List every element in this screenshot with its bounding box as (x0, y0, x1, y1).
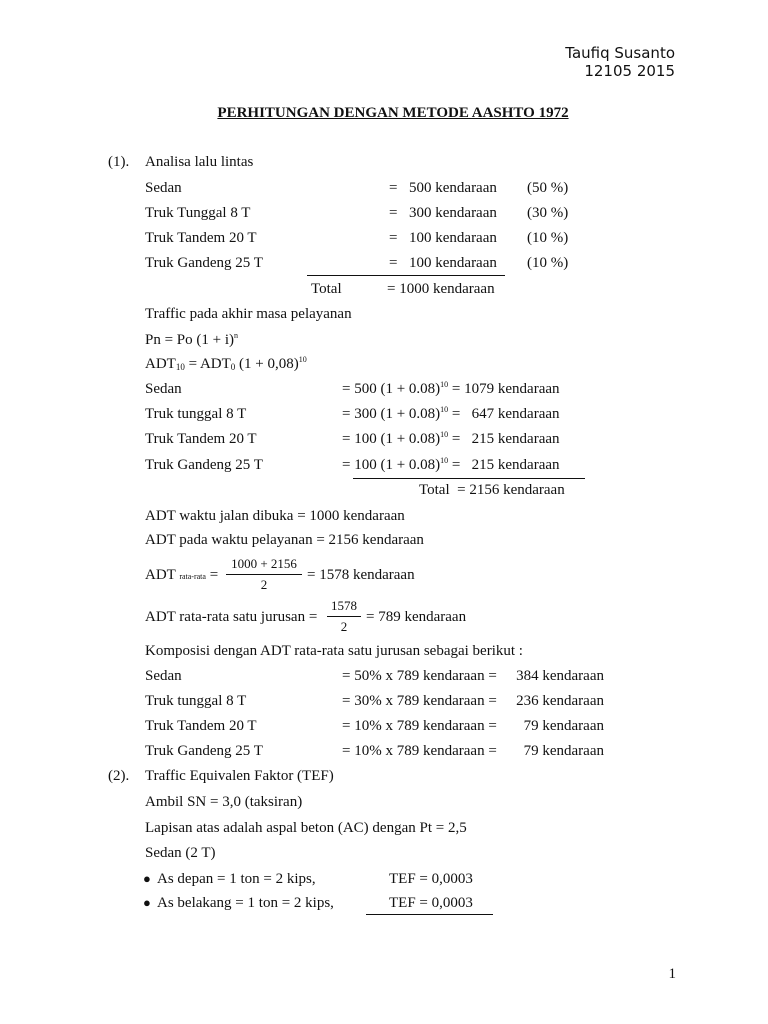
vehicle-name: Sedan (145, 180, 182, 196)
vehicle-name: Sedan (145, 668, 182, 684)
section-2-number: (2). (108, 768, 130, 784)
composition-result: 236 kendaraan (516, 693, 604, 709)
vehicle-count: 100 kendaraan (409, 230, 497, 246)
vehicle-percent: (50 %) (527, 180, 569, 196)
axle-description: As belakang = 1 ton = 2 kips, (157, 895, 334, 911)
tef-value: TEF = 0,0003 (389, 871, 473, 887)
composition-heading: Komposisi dengan ADT rata-rata satu jurusan sebagai berikut : (145, 643, 523, 659)
surface-layer-line: Lapisan atas adalah aspal beton (AC) dengan Pt = 2,5 (145, 820, 467, 836)
vehicle-name: Truk Gandeng 25 T (145, 457, 263, 473)
adt-service-line: ADT pada waktu pelayanan = 2156 kendaraan (145, 532, 424, 548)
traffic-end-heading: Traffic pada akhir masa pelayanan (145, 306, 352, 322)
page-title: PERHITUNGAN DENGAN METODE AASHTO 1972 (217, 105, 569, 121)
total-value: = 1000 kendaraan (387, 281, 495, 297)
vehicle-name: Truk Tandem 20 T (145, 431, 257, 447)
sum-divider (307, 275, 505, 276)
vehicle-name: Truk Gandeng 25 T (145, 743, 263, 759)
vehicle-percent: (10 %) (527, 255, 569, 271)
axle-description: As depan = 1 ton = 2 kips, (157, 871, 316, 887)
page-number: 1 (668, 966, 676, 982)
vehicle-name: Sedan (145, 381, 182, 397)
composition-calc: = 50% x 789 kendaraan = (342, 668, 497, 684)
growth-calc: = 300 $(1 + 0.08)^{10} = 647$ kendaraan (342, 405, 560, 422)
composition-calc: = 30% x 789 kendaraan = (342, 693, 497, 709)
section-1-heading: Analisa lalu lintas (145, 154, 254, 170)
composition-calc: = 10% x 789 kendaraan = (342, 743, 497, 759)
composition-result: 79 kendaraan (523, 743, 604, 759)
bullet-icon: ● (143, 871, 151, 886)
vehicle-count: 100 kendaraan (409, 255, 497, 271)
vehicle-count: 500 kendaraan (409, 180, 497, 196)
vehicle-name: Truk tunggal 8 T (145, 406, 247, 422)
adt-average-result: = 1578 kendaraan (307, 567, 415, 583)
tef-value: TEF = 0,0003 (389, 895, 473, 911)
adt-formula: $ADT_{10} = ADT_0$ $(1 + 0,08)^{10}$ (145, 355, 307, 372)
vehicle-name: Truk Gandeng 25 T (145, 255, 263, 271)
vehicle-percent: (10 %) (527, 230, 569, 246)
vehicle-name: Truk tunggal 8 T (145, 693, 247, 709)
section-2-heading: Traffic Equivalen Faktor (TEF) (145, 768, 334, 784)
vehicle-count: 300 kendaraan (409, 205, 497, 221)
structural-number-line: Ambil SN = 3,0 (taksiran) (145, 794, 303, 810)
vehicle-name: Truk Tunggal 8 T (145, 205, 251, 221)
fraction-numerator: 1000 + 2156 (231, 556, 297, 571)
composition-result: 79 kendaraan (523, 718, 604, 734)
growth-calc: = 100 $(1 + 0.08)^{10} = 215$ kendaraan (342, 430, 560, 447)
equals-sign: = (389, 205, 398, 221)
composition-calc: = 10% x 789 kendaraan = (342, 718, 497, 734)
adt-open-line: ADT waktu jalan dibuka = 1000 kendaraan (145, 508, 405, 524)
adt-direction-fraction (327, 598, 361, 635)
adt-average-fraction (226, 556, 302, 593)
student-id: 12105 2015 (584, 62, 675, 80)
fraction-numerator: 1578 (331, 598, 357, 613)
fraction-denominator: 2 (340, 619, 348, 634)
vehicle-percent: (30 %) (527, 205, 569, 221)
growth-calc: = 500 $(1 + 0.08)^{10} = 1079$ kendaraan (342, 380, 560, 397)
growth-calc: = 100 $(1 + 0.08)^{10} = 215$ kendaraan (342, 456, 560, 473)
composition-result: 384 kendaraan (516, 668, 604, 684)
growth-formula: Pn = Po $(1 + i)^n$ (145, 331, 239, 348)
fraction-denominator: 2 (260, 577, 268, 592)
equals-sign: = (389, 180, 398, 196)
equals-sign: = (389, 255, 398, 271)
author-name: Taufiq Susanto (565, 44, 675, 62)
adt-direction-result: = 789 kendaraan (366, 609, 467, 625)
vehicle-name: Truk Tandem 20 T (145, 718, 257, 734)
tef-divider (366, 914, 493, 915)
equals-sign: = (389, 230, 398, 246)
total-label: Total (311, 281, 342, 297)
growth-divider (353, 478, 585, 479)
bullet-icon: ● (143, 895, 151, 910)
section-1-number: (1). (108, 154, 130, 170)
adt-average-label: ADT rata-rata = (145, 567, 219, 583)
vehicle-type-line: Sedan (2 T) (145, 845, 216, 861)
adt-direction-label: ADT rata-rata satu jurusan = (145, 609, 318, 625)
vehicle-name: Truk Tandem 20 T (145, 230, 257, 246)
growth-total: Total = 2156 kendaraan (419, 482, 565, 498)
